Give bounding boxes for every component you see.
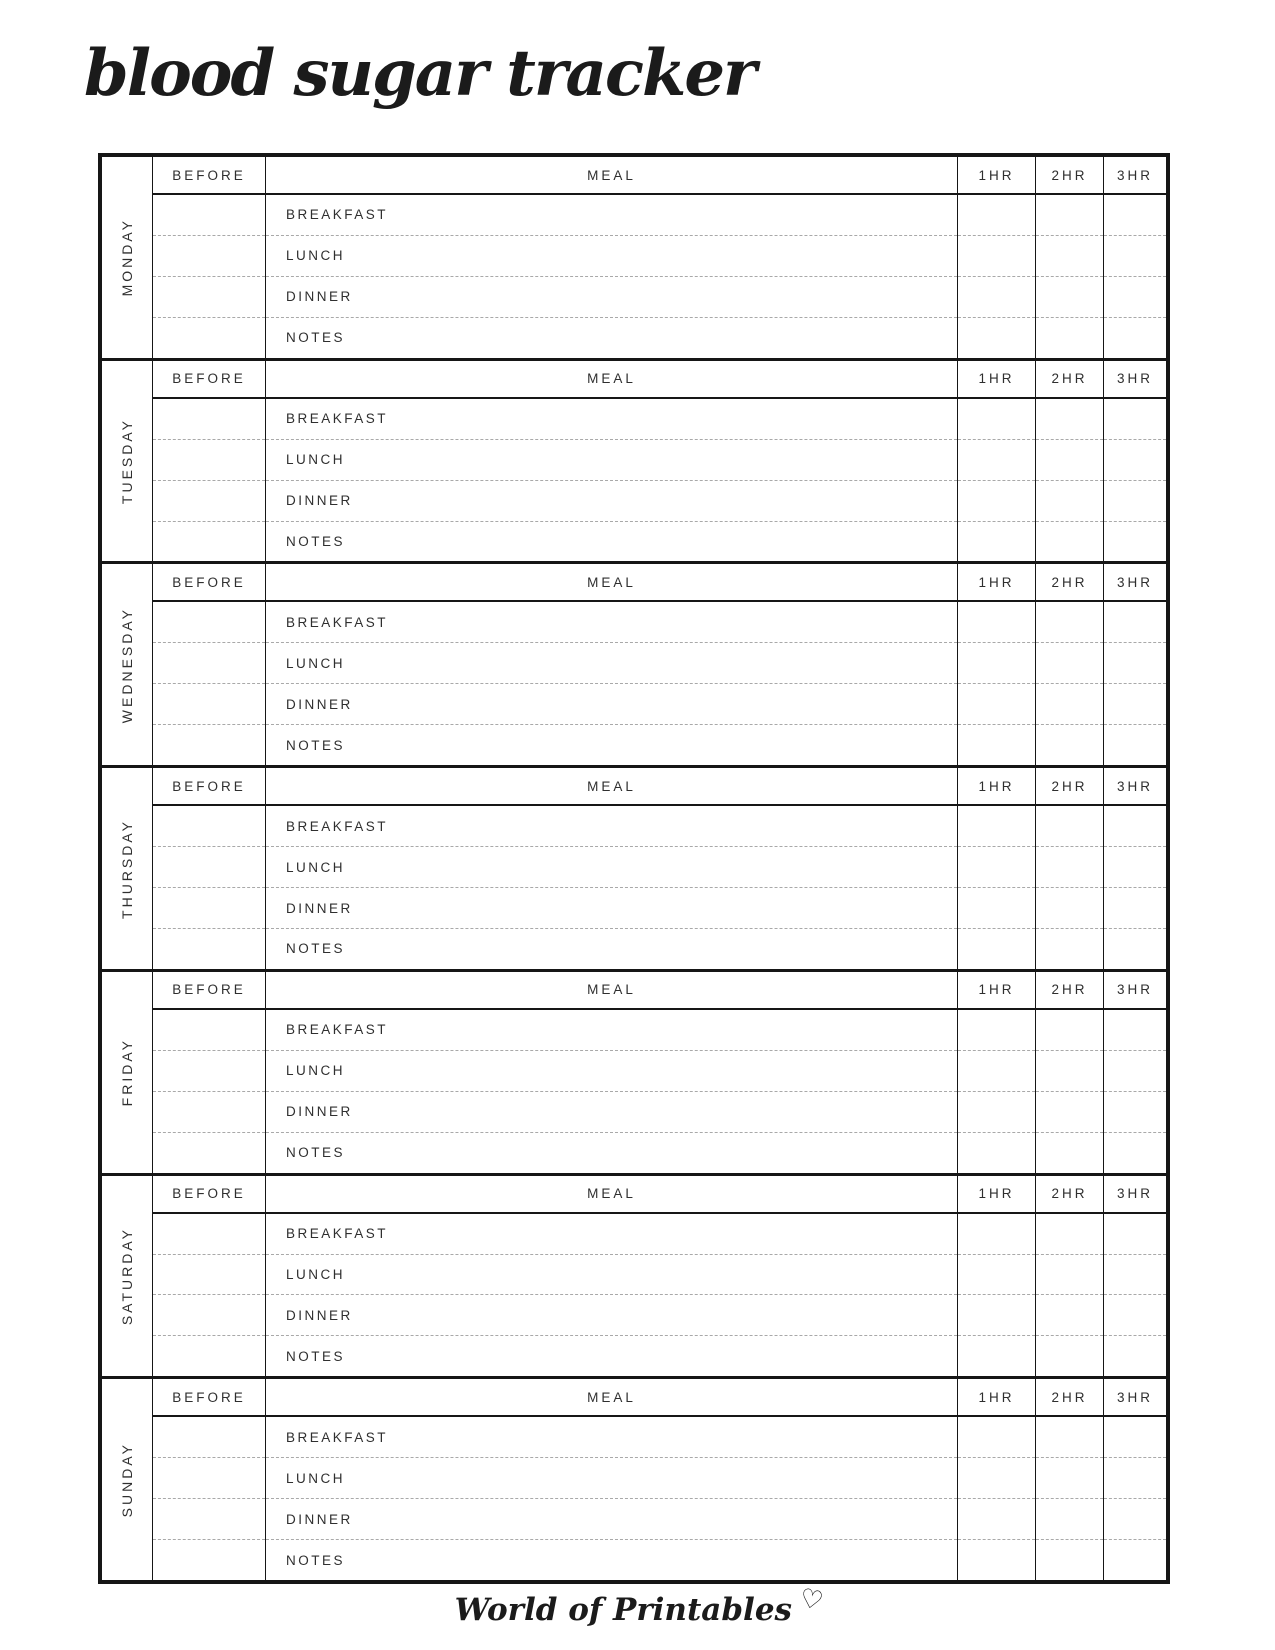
meal-row-notes xyxy=(266,1133,957,1173)
before-column xyxy=(153,1010,266,1173)
hr1-entry-cell xyxy=(958,1051,1035,1092)
hr1-entry-cell xyxy=(958,1336,1035,1376)
hr3-entry-cell xyxy=(1104,602,1166,643)
meal-column xyxy=(266,602,958,765)
hr1-column xyxy=(958,806,1036,969)
header-meal: MEAL xyxy=(266,768,958,804)
header-1hr: 1HR xyxy=(958,1379,1036,1415)
header-1hr: 1HR xyxy=(958,1176,1036,1212)
meal-row-lunch xyxy=(266,1051,957,1092)
breakfast-label: BREAKFAST xyxy=(286,818,389,834)
hr1-entry-cell xyxy=(958,1092,1035,1133)
day-block xyxy=(102,561,1166,765)
hr2-entry-cell xyxy=(1036,318,1103,358)
before-entry-cell xyxy=(153,440,265,481)
hr2-column xyxy=(1036,602,1104,765)
breakfast-label: BREAKFAST xyxy=(286,1429,389,1445)
lunch-label: LUNCH xyxy=(286,859,346,875)
hr1-entry-cell xyxy=(958,684,1035,725)
hr1-column xyxy=(958,195,1036,358)
lunch-label: LUNCH xyxy=(286,452,346,468)
before-entry-cell xyxy=(153,1295,265,1336)
before-entry-cell xyxy=(153,1051,265,1092)
meal-column xyxy=(266,399,958,562)
meal-row-notes xyxy=(266,1336,957,1376)
day-header-row xyxy=(153,768,1166,806)
header-2hr: 2HR xyxy=(1036,1379,1104,1415)
hr3-entry-cell xyxy=(1104,725,1166,765)
day-content xyxy=(153,157,1166,358)
header-3hr: 3HR xyxy=(1116,982,1153,998)
before-entry-cell xyxy=(153,806,265,847)
header-before: BEFORE xyxy=(153,1379,266,1415)
hr3-entry-cell xyxy=(1104,929,1166,969)
hr3-entry-cell xyxy=(1104,1133,1166,1173)
hr1-entry-cell xyxy=(958,806,1035,847)
hr2-entry-cell xyxy=(1036,806,1103,847)
hr1-entry-cell xyxy=(958,195,1035,236)
header-3hr: 3HR xyxy=(1116,1389,1153,1405)
before-entry-cell xyxy=(153,1336,265,1376)
lunch-label: LUNCH xyxy=(286,1470,346,1486)
hr3-entry-cell xyxy=(1104,399,1166,440)
hr1-entry-cell xyxy=(958,847,1035,888)
day-content xyxy=(153,1379,1166,1580)
hr2-column xyxy=(1036,399,1104,562)
before-entry-cell xyxy=(153,643,265,684)
hr3-column xyxy=(1104,1417,1166,1580)
hr2-entry-cell xyxy=(1036,1214,1103,1255)
day-name-cell xyxy=(102,1379,153,1580)
hr2-entry-cell xyxy=(1036,847,1103,888)
meal-row-breakfast xyxy=(266,1010,957,1051)
hr1-column xyxy=(958,1010,1036,1173)
meal-row-notes xyxy=(266,929,957,969)
hr2-entry-cell xyxy=(1036,1417,1103,1458)
dinner-label: DINNER xyxy=(286,1104,353,1120)
day-content xyxy=(153,361,1166,562)
hr2-entry-cell xyxy=(1036,236,1103,277)
day-name-cell xyxy=(102,1176,153,1377)
hr1-column xyxy=(958,1417,1036,1580)
hr1-column xyxy=(958,602,1036,765)
before-entry-cell xyxy=(153,195,265,236)
day-name-cell xyxy=(102,972,153,1173)
hr3-entry-cell xyxy=(1104,643,1166,684)
footer-brand-text: World of Printables xyxy=(454,1592,793,1628)
hr3-column xyxy=(1104,399,1166,562)
header-2hr: 2HR xyxy=(1036,564,1104,600)
meal-row-dinner xyxy=(266,1295,957,1336)
hr1-entry-cell xyxy=(958,643,1035,684)
day-header-row xyxy=(153,1176,1166,1214)
day-block xyxy=(102,1173,1166,1377)
before-column xyxy=(153,602,266,765)
day-block xyxy=(102,765,1166,969)
hr3-entry-cell xyxy=(1104,1499,1166,1540)
before-entry-cell xyxy=(153,1214,265,1255)
header-meal: MEAL xyxy=(266,972,958,1008)
notes-label: NOTES xyxy=(286,1552,346,1568)
day-body xyxy=(153,602,1166,765)
header-1hr: 1HR xyxy=(958,972,1036,1008)
before-entry-cell xyxy=(153,1092,265,1133)
day-name-cell xyxy=(102,564,153,765)
day-body xyxy=(153,399,1166,562)
hr3-entry-cell xyxy=(1104,1255,1166,1296)
meal-row-notes xyxy=(266,725,957,765)
hr1-entry-cell xyxy=(958,1499,1035,1540)
meal-row-dinner xyxy=(266,1092,957,1133)
before-column xyxy=(153,1417,266,1580)
hr2-column xyxy=(1036,195,1104,358)
hr2-entry-cell xyxy=(1036,643,1103,684)
header-meal: MEAL xyxy=(266,361,958,397)
hr3-entry-cell xyxy=(1104,522,1166,562)
before-entry-cell xyxy=(153,888,265,929)
meal-row-breakfast xyxy=(266,399,957,440)
day-name-cell xyxy=(102,768,153,969)
day-label: TUESDAY xyxy=(119,418,135,505)
day-body xyxy=(153,806,1166,969)
hr2-column xyxy=(1036,1417,1104,1580)
meal-column xyxy=(266,1010,958,1173)
hr1-entry-cell xyxy=(958,725,1035,765)
lunch-label: LUNCH xyxy=(286,1063,346,1079)
hr1-entry-cell xyxy=(958,602,1035,643)
meal-row-dinner xyxy=(266,481,957,522)
hr3-entry-cell xyxy=(1104,806,1166,847)
hr3-entry-cell xyxy=(1104,1458,1166,1499)
hr2-entry-cell xyxy=(1036,929,1103,969)
hr2-entry-cell xyxy=(1036,684,1103,725)
header-before: BEFORE xyxy=(153,157,266,193)
lunch-label: LUNCH xyxy=(286,248,346,264)
hr3-entry-cell xyxy=(1104,481,1166,522)
header-before: BEFORE xyxy=(153,768,266,804)
meal-row-lunch xyxy=(266,643,957,684)
hr1-entry-cell xyxy=(958,1458,1035,1499)
dinner-label: DINNER xyxy=(286,900,353,916)
hr2-entry-cell xyxy=(1036,1499,1103,1540)
day-block xyxy=(102,969,1166,1173)
meal-row-dinner xyxy=(266,277,957,318)
day-header-row xyxy=(153,361,1166,399)
header-before: BEFORE xyxy=(153,361,266,397)
before-entry-cell xyxy=(153,481,265,522)
hr3-entry-cell xyxy=(1104,1295,1166,1336)
hr3-entry-cell xyxy=(1104,1214,1166,1255)
day-block xyxy=(102,157,1166,358)
day-header-row xyxy=(153,564,1166,602)
header-2hr: 2HR xyxy=(1036,157,1104,193)
before-column xyxy=(153,399,266,562)
notes-label: NOTES xyxy=(286,1348,346,1364)
dinner-label: DINNER xyxy=(286,1511,353,1527)
hr2-column xyxy=(1036,1010,1104,1173)
day-name-cell xyxy=(102,361,153,562)
meal-row-lunch xyxy=(266,440,957,481)
before-entry-cell xyxy=(153,1133,265,1173)
hr3-entry-cell xyxy=(1104,1010,1166,1051)
hr3-entry-cell xyxy=(1104,195,1166,236)
meal-row-notes xyxy=(266,1540,957,1580)
meal-column xyxy=(266,806,958,969)
header-meal: MEAL xyxy=(266,1176,958,1212)
before-entry-cell xyxy=(153,1540,265,1580)
meal-row-breakfast xyxy=(266,195,957,236)
meal-row-lunch xyxy=(266,236,957,277)
meal-row-breakfast xyxy=(266,806,957,847)
hr3-entry-cell xyxy=(1104,277,1166,318)
hr2-entry-cell xyxy=(1036,602,1103,643)
day-body xyxy=(153,195,1166,358)
hr3-entry-cell xyxy=(1104,1336,1166,1376)
meal-row-notes xyxy=(266,318,957,358)
breakfast-label: BREAKFAST xyxy=(286,614,389,630)
header-2hr: 2HR xyxy=(1036,972,1104,1008)
header-1hr: 1HR xyxy=(958,361,1036,397)
hr1-column xyxy=(958,399,1036,562)
header-3hr: 3HR xyxy=(1116,778,1153,794)
hr2-entry-cell xyxy=(1036,725,1103,765)
header-1hr: 1HR xyxy=(958,157,1036,193)
hr1-entry-cell xyxy=(958,1010,1035,1051)
header-meal: MEAL xyxy=(266,157,958,193)
before-entry-cell xyxy=(153,1499,265,1540)
hr3-column xyxy=(1104,602,1166,765)
header-2hr: 2HR xyxy=(1036,768,1104,804)
meal-row-lunch xyxy=(266,1255,957,1296)
hr3-entry-cell xyxy=(1104,1417,1166,1458)
hr1-entry-cell xyxy=(958,1295,1035,1336)
hr2-entry-cell xyxy=(1036,1336,1103,1376)
notes-label: NOTES xyxy=(286,737,346,753)
hr3-entry-cell xyxy=(1104,236,1166,277)
day-label: FRIDAY xyxy=(119,1038,135,1107)
before-column xyxy=(153,806,266,969)
day-body xyxy=(153,1010,1166,1173)
day-body xyxy=(153,1214,1166,1377)
hr1-entry-cell xyxy=(958,522,1035,562)
dinner-label: DINNER xyxy=(286,696,353,712)
day-header-row xyxy=(153,972,1166,1010)
notes-label: NOTES xyxy=(286,330,346,346)
hr2-entry-cell xyxy=(1036,1010,1103,1051)
hr3-entry-cell xyxy=(1104,440,1166,481)
before-entry-cell xyxy=(153,318,265,358)
breakfast-label: BREAKFAST xyxy=(286,1226,389,1242)
hr3-entry-cell xyxy=(1104,1092,1166,1133)
hr2-entry-cell xyxy=(1036,1092,1103,1133)
hr3-entry-cell xyxy=(1104,847,1166,888)
day-block xyxy=(102,358,1166,562)
notes-label: NOTES xyxy=(286,1145,346,1161)
breakfast-label: BREAKFAST xyxy=(286,1022,389,1038)
day-content xyxy=(153,768,1166,969)
hr3-entry-cell xyxy=(1104,318,1166,358)
hr1-entry-cell xyxy=(958,1540,1035,1580)
header-3hr: 3HR xyxy=(1116,1186,1153,1202)
day-label: MONDAY xyxy=(119,218,135,297)
day-label: WEDNESDAY xyxy=(119,606,135,723)
header-before: BEFORE xyxy=(153,1176,266,1212)
hr3-column xyxy=(1104,195,1166,358)
meal-row-breakfast xyxy=(266,1417,957,1458)
hr1-entry-cell xyxy=(958,399,1035,440)
hr1-entry-cell xyxy=(958,1255,1035,1296)
breakfast-label: BREAKFAST xyxy=(286,207,389,223)
meal-row-lunch xyxy=(266,847,957,888)
hr2-entry-cell xyxy=(1036,1458,1103,1499)
hr2-entry-cell xyxy=(1036,1255,1103,1296)
day-content xyxy=(153,1176,1166,1377)
meal-row-lunch xyxy=(266,1458,957,1499)
hr2-column xyxy=(1036,806,1104,969)
header-3hr: 3HR xyxy=(1116,574,1153,590)
hr3-entry-cell xyxy=(1104,1051,1166,1092)
meal-column xyxy=(266,195,958,358)
hr1-entry-cell xyxy=(958,318,1035,358)
header-before: BEFORE xyxy=(153,972,266,1008)
header-1hr: 1HR xyxy=(958,768,1036,804)
hr3-entry-cell xyxy=(1104,1540,1166,1580)
hr1-entry-cell xyxy=(958,929,1035,969)
hr2-entry-cell xyxy=(1036,277,1103,318)
hr1-entry-cell xyxy=(958,1133,1035,1173)
hr1-entry-cell xyxy=(958,1417,1035,1458)
meal-row-notes xyxy=(266,522,957,562)
hr2-entry-cell xyxy=(1036,1295,1103,1336)
day-content xyxy=(153,564,1166,765)
day-header-row xyxy=(153,1379,1166,1417)
hr3-entry-cell xyxy=(1104,888,1166,929)
meal-row-dinner xyxy=(266,684,957,725)
header-meal: MEAL xyxy=(266,1379,958,1415)
hr1-entry-cell xyxy=(958,277,1035,318)
before-entry-cell xyxy=(153,684,265,725)
before-entry-cell xyxy=(153,847,265,888)
before-entry-cell xyxy=(153,1010,265,1051)
hr2-entry-cell xyxy=(1036,481,1103,522)
notes-label: NOTES xyxy=(286,534,346,549)
header-2hr: 2HR xyxy=(1036,361,1104,397)
day-label: SUNDAY xyxy=(119,1442,135,1518)
before-entry-cell xyxy=(153,1255,265,1296)
before-entry-cell xyxy=(153,1458,265,1499)
before-entry-cell xyxy=(153,236,265,277)
notes-label: NOTES xyxy=(286,941,346,957)
meal-column xyxy=(266,1417,958,1580)
page-title: blood sugar tracker xyxy=(84,36,755,111)
hr2-entry-cell xyxy=(1036,195,1103,236)
day-body xyxy=(153,1417,1166,1580)
lunch-label: LUNCH xyxy=(286,1267,346,1282)
dinner-label: DINNER xyxy=(286,1307,353,1323)
before-column xyxy=(153,195,266,358)
header-before: BEFORE xyxy=(153,564,266,600)
heart-icon: ♡ xyxy=(796,1583,826,1618)
meal-row-dinner xyxy=(266,888,957,929)
hr2-entry-cell xyxy=(1036,1133,1103,1173)
hr1-entry-cell xyxy=(958,236,1035,277)
meal-row-dinner xyxy=(266,1499,957,1540)
hr2-entry-cell xyxy=(1036,888,1103,929)
hr1-entry-cell xyxy=(958,1214,1035,1255)
day-label: THURSDAY xyxy=(119,818,135,919)
hr3-column xyxy=(1104,1010,1166,1173)
dinner-label: DINNER xyxy=(286,493,353,509)
header-3hr: 3HR xyxy=(1116,167,1153,183)
meal-column xyxy=(266,1214,958,1377)
header-2hr: 2HR xyxy=(1036,1176,1104,1212)
before-entry-cell xyxy=(153,277,265,318)
hr1-entry-cell xyxy=(958,481,1035,522)
header-meal: MEAL xyxy=(266,564,958,600)
hr2-entry-cell xyxy=(1036,1540,1103,1580)
day-header-row xyxy=(153,157,1166,195)
before-entry-cell xyxy=(153,522,265,562)
lunch-label: LUNCH xyxy=(286,655,346,671)
header-1hr: 1HR xyxy=(958,564,1036,600)
dinner-label: DINNER xyxy=(286,289,353,305)
hr3-column xyxy=(1104,1214,1166,1377)
breakfast-label: BREAKFAST xyxy=(286,411,389,427)
meal-row-breakfast xyxy=(266,1214,957,1255)
hr3-entry-cell xyxy=(1104,684,1166,725)
hr1-column xyxy=(958,1214,1036,1377)
hr2-entry-cell xyxy=(1036,1051,1103,1092)
before-entry-cell xyxy=(153,725,265,765)
hr2-entry-cell xyxy=(1036,399,1103,440)
header-3hr: 3HR xyxy=(1116,371,1153,387)
hr1-entry-cell xyxy=(958,440,1035,481)
before-entry-cell xyxy=(153,1417,265,1458)
before-entry-cell xyxy=(153,399,265,440)
before-entry-cell xyxy=(153,929,265,969)
tracker-table xyxy=(98,153,1170,1584)
hr2-entry-cell xyxy=(1036,522,1103,562)
before-column xyxy=(153,1214,266,1377)
hr3-column xyxy=(1104,806,1166,969)
day-block xyxy=(102,1376,1166,1580)
day-label: SATURDAY xyxy=(119,1226,135,1326)
before-entry-cell xyxy=(153,602,265,643)
meal-row-breakfast xyxy=(266,602,957,643)
day-content xyxy=(153,972,1166,1173)
footer xyxy=(0,1583,1275,1630)
hr1-entry-cell xyxy=(958,888,1035,929)
hr2-column xyxy=(1036,1214,1104,1377)
day-name-cell xyxy=(102,157,153,358)
hr2-entry-cell xyxy=(1036,440,1103,481)
